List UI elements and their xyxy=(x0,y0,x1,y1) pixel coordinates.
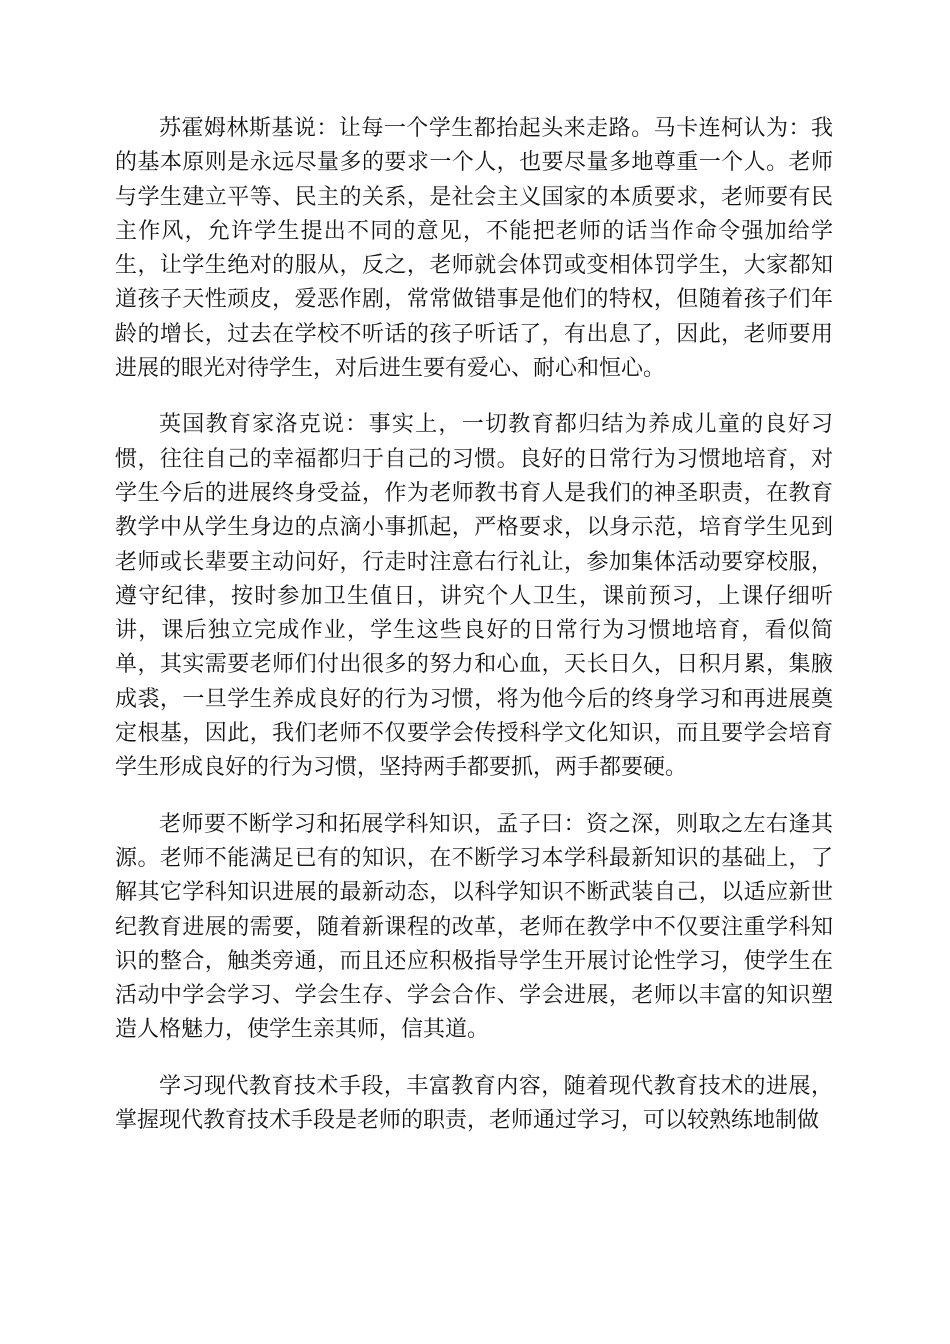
document-body xyxy=(115,112,833,1160)
paragraph-2: 英国教育家洛克说：事实上，一切教育都归结为养成儿童的良好习惯，往往自己的幸福都归于自己的习惯。良好的日常行为习惯地培育，对学生今后的进展终身受益，作为老师教书育人是我们的神圣职责，在教育教学中从学生身边的点滴小事抓起，严格要求，以身示范，培育学生见到老师或长辈要主动问好，行走时注意右行礼让，参加集体活动要穿校服，遵守纪律，按时参加卫生值日，讲究个人卫生，课前预习，上课仔细听讲，课后独立完成作业，学生这些良好的日常行为习惯地培育，看似简单，其实需要老师们付出很多的努力和心血，天长日久，日积月累，集腋成裘，一旦学生养成良好的行为习惯，将为他今后的终身学习和再进展奠定根基，因此，我们老师不仅要学会传授科学文化知识，而且要学会培育学生形成良好的行为习惯，坚持两手都要抓，两手都要硬。 xyxy=(115,412,833,781)
paragraph-1: 苏霍姆林斯基说：让每一个学生都抬起头来走路。马卡连柯认为：我的基本原则是永远尽量多的要求一个人，也要尽量多地尊重一个人。老师与学生建立平等、民主的关系，是社会主义国家的本质要求，老师要有民主作风，允许学生提出不同的意见，不能把老师的话当作命令强加给学生，让学生绝对的服从，反之，老师就会体罚或变相体罚学生，大家都知道孩子天性顽皮，爱恶作剧，常常做错事是他们的特权，但随着孩子们年龄的增长，过去在学校不听话的孩子听话了，有出息了，因此，老师要用进展的眼光对待学生，对后进生要有爱心、耐心和恒心。 xyxy=(115,116,833,382)
paragraph-4: 学习现代教育技术手段，丰富教育内容，随着现代教育技术的进展，掌握现代教育技术手段是老师的职责，老师通过学习，可以较熟练地制做 xyxy=(115,1073,833,1134)
paragraph-3: 老师要不断学习和拓展学科知识，孟子曰：资之深，则取之左右逢其源。老师不能满足已有的知识，在不断学习本学科最新知识的基础上，了解其它学科知识进展的最新动态，以科学知识不断武装自己，以适应新世纪教育进展的需要，随着新课程的改革，老师在教学中不仅要注重学科知识的整合，触类旁通，而且还应积极指导学生开展讨论性学习，使学生在活动中学会学习、学会生存、学会合作、学会进展，老师以丰富的知识塑造人格魅力，使学生亲其师，信其道。 xyxy=(115,811,833,1043)
